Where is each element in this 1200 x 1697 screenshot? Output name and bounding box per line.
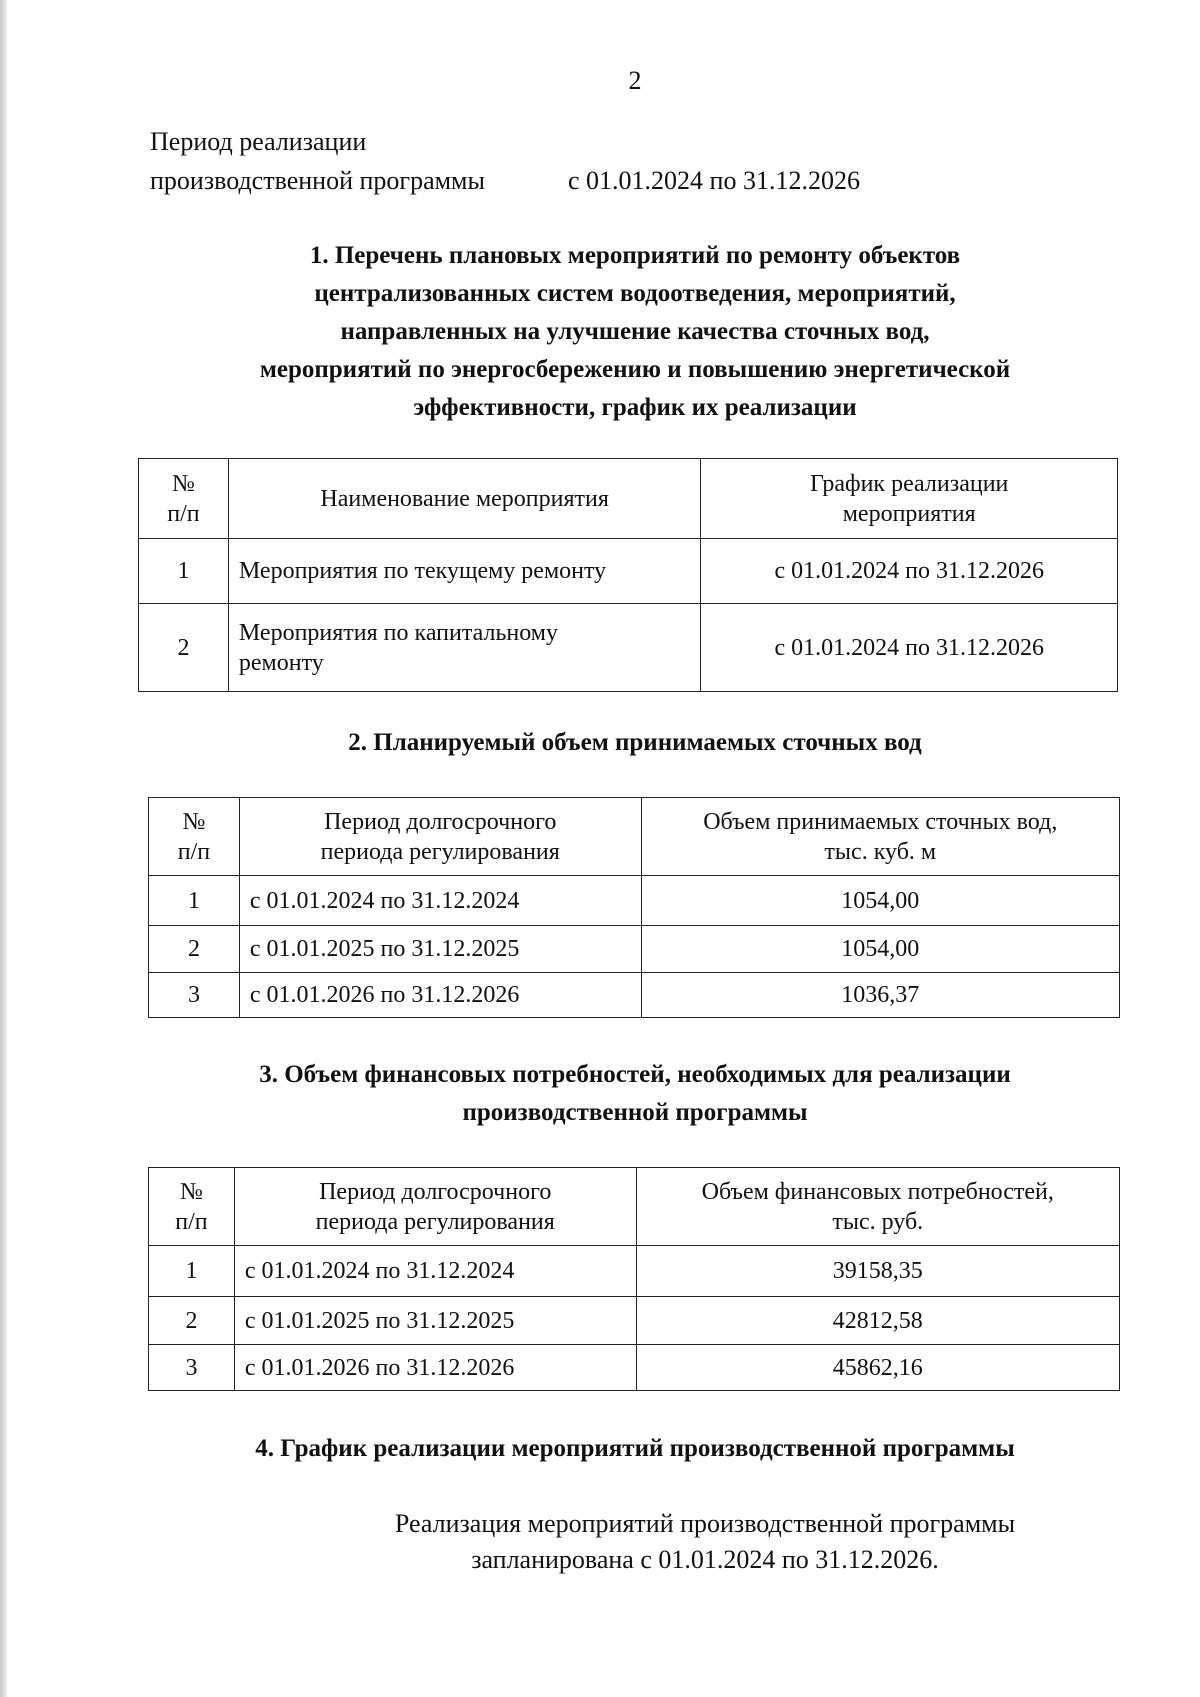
section4-title: 4. График реализации мероприятий производственной программы (255, 1435, 1015, 1462)
row-period: с 01.01.2026 по 31.12.2026 (239, 973, 641, 1018)
row-period: с 01.01.2024 по 31.12.2024 (234, 1246, 636, 1297)
period-value: с 01.01.2024 по 31.12.2026 (568, 166, 860, 195)
row-period: с 01.01.2025 по 31.12.2025 (234, 1297, 636, 1345)
section3-table (148, 1167, 1120, 1391)
header-num: № п/п (149, 1168, 235, 1246)
row-num: 1 (149, 876, 240, 926)
row-finance: 45862,16 (636, 1345, 1119, 1391)
section1-table (138, 458, 1118, 692)
section3-title-line: производственной программы (462, 1099, 808, 1126)
table-row (149, 1345, 1120, 1391)
table-row (149, 876, 1120, 926)
row-num: 1 (149, 1246, 235, 1297)
page-number: 2 (628, 66, 642, 95)
table-row (139, 539, 1118, 604)
header-num: № п/п (139, 459, 229, 539)
row-period: с 01.01.2025 по 31.12.2025 (239, 926, 641, 973)
row-num: 2 (149, 1297, 235, 1345)
row-finance: 39158,35 (636, 1246, 1119, 1297)
header-name: Наименование мероприятия (228, 459, 701, 539)
row-period: с 01.01.2024 по 31.12.2024 (239, 876, 641, 926)
row-num: 3 (149, 1345, 235, 1391)
table-header-row (139, 459, 1118, 539)
table-row (149, 1246, 1120, 1297)
row-name: Мероприятия по капитальному ремонту (228, 604, 701, 692)
period-label-line2: производственной программы (150, 166, 485, 195)
row-period: с 01.01.2026 по 31.12.2026 (234, 1345, 636, 1391)
row-finance: 42812,58 (636, 1297, 1119, 1345)
section4-text (0, 1506, 1200, 1578)
header-period: Период долгосрочного периода регулирования (239, 798, 641, 876)
table-row (149, 973, 1120, 1018)
row-num: 1 (139, 539, 229, 604)
section2-table (148, 797, 1120, 1018)
row-schedule: с 01.01.2024 по 31.12.2026 (701, 604, 1118, 692)
section1-title-line: мероприятий по энергосбережению и повышению энергетической (259, 356, 1011, 383)
table-header-row (149, 1168, 1120, 1246)
period-label-line1: Период реализации (150, 127, 367, 156)
header-num: № п/п (149, 798, 240, 876)
row-num: 2 (139, 604, 229, 692)
header-finance: Объем финансовых потребностей, тыс. руб. (636, 1168, 1119, 1246)
row-volume: 1054,00 (641, 926, 1119, 973)
header-schedule: График реализации мероприятия (701, 459, 1118, 539)
header-period: Период долгосрочного периода регулирования (234, 1168, 636, 1246)
table-row (149, 1297, 1120, 1345)
row-num: 2 (149, 926, 240, 973)
table-header-row (149, 798, 1120, 876)
section1-title-line: 1. Перечень плановых мероприятий по ремонту объектов (309, 242, 961, 269)
header-volume: Объем принимаемых сточных вод, тыс. куб. м (641, 798, 1119, 876)
row-volume: 1036,37 (641, 973, 1119, 1018)
section3-title-line: 3. Объем финансовых потребностей, необходимых для реализации (259, 1061, 1011, 1088)
section1-title-line: централизованных систем водоотведения, мероприятий, (314, 280, 956, 307)
table-row (139, 604, 1118, 692)
section4-text-line: запланирована с 01.01.2024 по 31.12.2026. (471, 1545, 939, 1574)
section4-text-line: Реализация мероприятий производственной программы (394, 1509, 1016, 1538)
row-name: Мероприятия по текущему ремонту (228, 539, 701, 604)
row-num: 3 (149, 973, 240, 1018)
section1-title (0, 237, 1200, 427)
section2-title: 2. Планируемый объем принимаемых сточных вод (348, 729, 922, 756)
row-volume: 1054,00 (641, 876, 1119, 926)
section3-title (0, 1056, 1200, 1132)
section1-title-line: направленных на улучшение качества сточных вод, (340, 318, 930, 345)
row-schedule: с 01.01.2024 по 31.12.2026 (701, 539, 1118, 604)
section1-title-line: эффективности, график их реализации (413, 394, 857, 421)
table-row (149, 926, 1120, 973)
